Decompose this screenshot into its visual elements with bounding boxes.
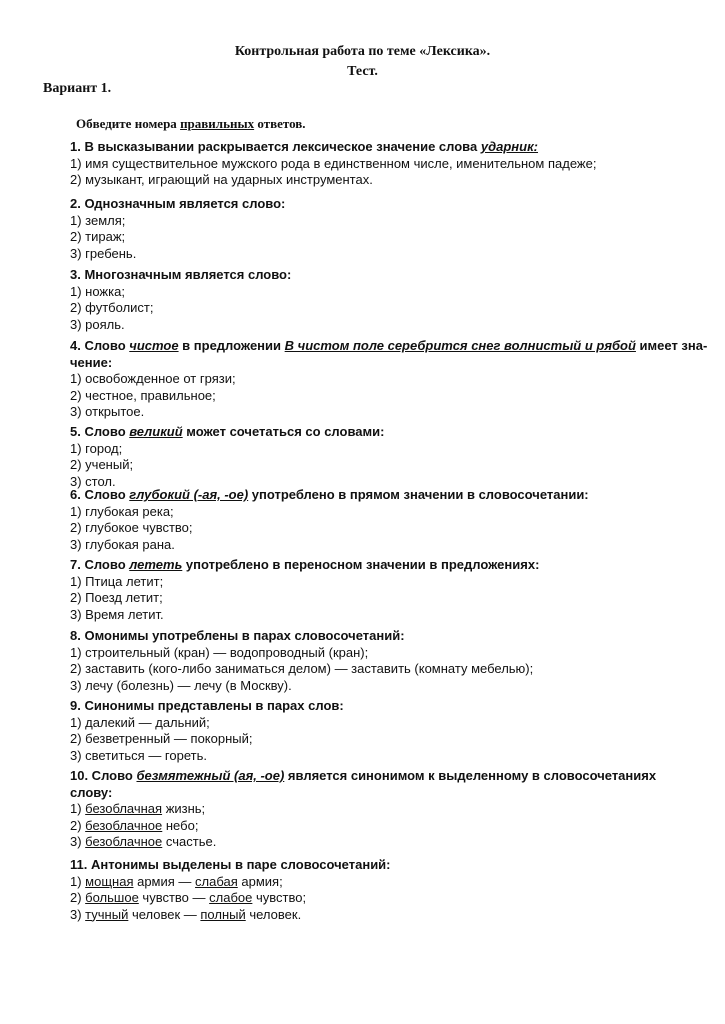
option[interactable]: 1) строительный (кран) — водопроводный (кран); <box>70 644 369 660</box>
option-rest: небо; <box>162 817 199 833</box>
option-rest: армия; <box>237 873 283 889</box>
question-7 <box>70 557 702 623</box>
option-rest: человек — <box>128 906 201 922</box>
instruction <box>76 116 306 132</box>
option-rest: чувство; <box>252 890 307 905</box>
option-number: 3) <box>70 906 86 922</box>
heading-text: 6. Слово <box>70 487 130 502</box>
page-title: Контрольная работа по теме «Лексика». <box>234 44 491 59</box>
option[interactable]: 3) Время летит. <box>70 606 164 622</box>
option-underlined: мощная <box>85 873 134 889</box>
option-rest: чувство — <box>138 890 210 905</box>
option-number: 1) <box>70 801 86 816</box>
variant-label: Вариант 1. <box>43 81 112 96</box>
option[interactable]: 3) открытое. <box>70 404 145 419</box>
heading-text: употреблено в прямом значении в словосочетании: <box>248 487 589 502</box>
question-5 <box>70 424 702 490</box>
option[interactable]: 2) заставить (кого-либо заниматься делом) — заставить (комнату мебелью); <box>70 661 534 676</box>
option-underlined: безоблачное <box>85 834 163 849</box>
question-heading: 9. Синонимы представлены в парах слов: <box>70 698 344 713</box>
heading-text: в предложении <box>178 338 285 353</box>
heading-text: употреблено в переносном значении в предложениях: <box>182 557 540 572</box>
question-1 <box>70 139 702 189</box>
option[interactable]: 2) Поезд летит; <box>70 590 163 605</box>
option[interactable]: 2) музыкант, играющий на ударных инструментах. <box>70 172 373 187</box>
question-9 <box>70 698 702 764</box>
option-underlined: большое <box>85 890 139 905</box>
key-word: ударник: <box>480 139 539 154</box>
option[interactable]: 1) далекий — дальний; <box>70 714 210 730</box>
option[interactable]: 1) ножка; <box>70 283 125 299</box>
option[interactable] <box>70 818 702 835</box>
option[interactable] <box>70 801 702 818</box>
instruction-underlined: правильных <box>180 116 255 131</box>
option[interactable]: 2) глубокое чувство; <box>70 520 193 535</box>
question-heading <box>70 487 702 504</box>
option-underlined: слабая <box>195 873 238 889</box>
question-3 <box>70 267 702 333</box>
option[interactable]: 1) глубокая река; <box>70 503 174 519</box>
option[interactable]: 3) гребень. <box>70 245 137 261</box>
key-word: великий <box>129 424 183 439</box>
question-heading <box>70 557 702 574</box>
question-heading: 11. Антонимы выделены в паре словосочетаний: <box>70 857 391 872</box>
key-word: глубокий (-ая, -ое) <box>129 487 249 502</box>
heading-text: 4. Слово <box>70 338 130 353</box>
option-underlined: безоблачная <box>85 801 163 816</box>
question-heading <box>70 768 702 785</box>
key-word: чистое <box>129 338 179 353</box>
key-word: лететь <box>129 557 183 572</box>
question-2 <box>70 196 702 262</box>
heading-text: 10. Слово <box>70 768 137 783</box>
option[interactable]: 2) футболист; <box>70 300 154 315</box>
key-word: безмятежный (ая, -ое) <box>136 768 285 783</box>
option[interactable]: 1) земля; <box>70 212 126 228</box>
heading-text: имеет зна- <box>635 338 708 353</box>
option[interactable] <box>70 874 702 891</box>
option-number: 1) <box>70 873 86 889</box>
option[interactable]: 2) ученый; <box>70 457 134 472</box>
question-4 <box>70 338 708 421</box>
option-number: 3) <box>70 834 86 849</box>
option-rest: армия — <box>133 873 196 889</box>
option[interactable]: 3) глубокая рана. <box>70 536 175 552</box>
option[interactable]: 1) освобожденное от грязи; <box>70 371 236 386</box>
option[interactable]: 3) лечу (болезнь) — лечу (в Москву). <box>70 677 292 693</box>
heading-text: 1. В высказывании раскрывается лексическое значение слова <box>70 139 481 154</box>
question-heading-cont: чение: <box>70 354 113 370</box>
option[interactable]: 1) Птица летит; <box>70 573 164 589</box>
option-rest: счастье. <box>162 834 217 849</box>
option-number: 2) <box>70 890 86 905</box>
question-8 <box>70 628 702 694</box>
option[interactable]: 1) город; <box>70 440 123 456</box>
option-underlined: слабое <box>209 890 253 905</box>
question-heading: 2. Однозначным является слово: <box>70 196 286 211</box>
option[interactable] <box>70 834 702 851</box>
option[interactable]: 3) светиться — гореть. <box>70 747 207 763</box>
question-heading <box>70 338 708 355</box>
question-heading-cont: слову: <box>70 784 113 800</box>
option[interactable]: 1) имя существительное мужского рода в единственном числе, именительном падеже; <box>70 155 597 171</box>
key-sentence: В чистом поле серебрится снег волнистый и рябой <box>284 338 636 353</box>
heading-text: может сочетаться со словами: <box>182 424 385 439</box>
page-subtitle: Тест. <box>347 64 378 79</box>
question-11 <box>70 857 702 923</box>
question-heading <box>70 424 702 441</box>
option[interactable] <box>70 907 702 924</box>
option[interactable]: 3) стол. <box>70 473 116 489</box>
option-rest: человек. <box>245 906 302 922</box>
option[interactable]: 2) честное, правильное; <box>70 387 216 403</box>
question-10 <box>70 768 702 851</box>
question-heading <box>70 139 702 156</box>
heading-text: является синонимом к выделенному в словосочетаниях <box>284 768 657 783</box>
question-heading: 8. Омонимы употреблены в парах словосочетаний: <box>70 628 405 643</box>
option[interactable]: 2) безветренный — покорный; <box>70 731 253 746</box>
option-underlined: безоблачное <box>85 817 163 833</box>
option[interactable]: 3) рояль. <box>70 316 125 332</box>
option[interactable]: 2) тираж; <box>70 229 126 244</box>
heading-text: 7. Слово <box>70 557 130 572</box>
heading-text: 5. Слово <box>70 424 130 439</box>
option[interactable] <box>70 890 702 907</box>
question-heading: 3. Многозначным является слово: <box>70 267 292 282</box>
instruction-post: ответов. <box>254 116 306 131</box>
option-underlined: полный <box>200 906 246 922</box>
option-number: 2) <box>70 817 86 833</box>
option-underlined: тучный <box>85 906 129 922</box>
option-rest: жизнь; <box>162 801 206 816</box>
question-6 <box>70 487 702 553</box>
instruction-pre: Обведите номера <box>76 116 181 131</box>
